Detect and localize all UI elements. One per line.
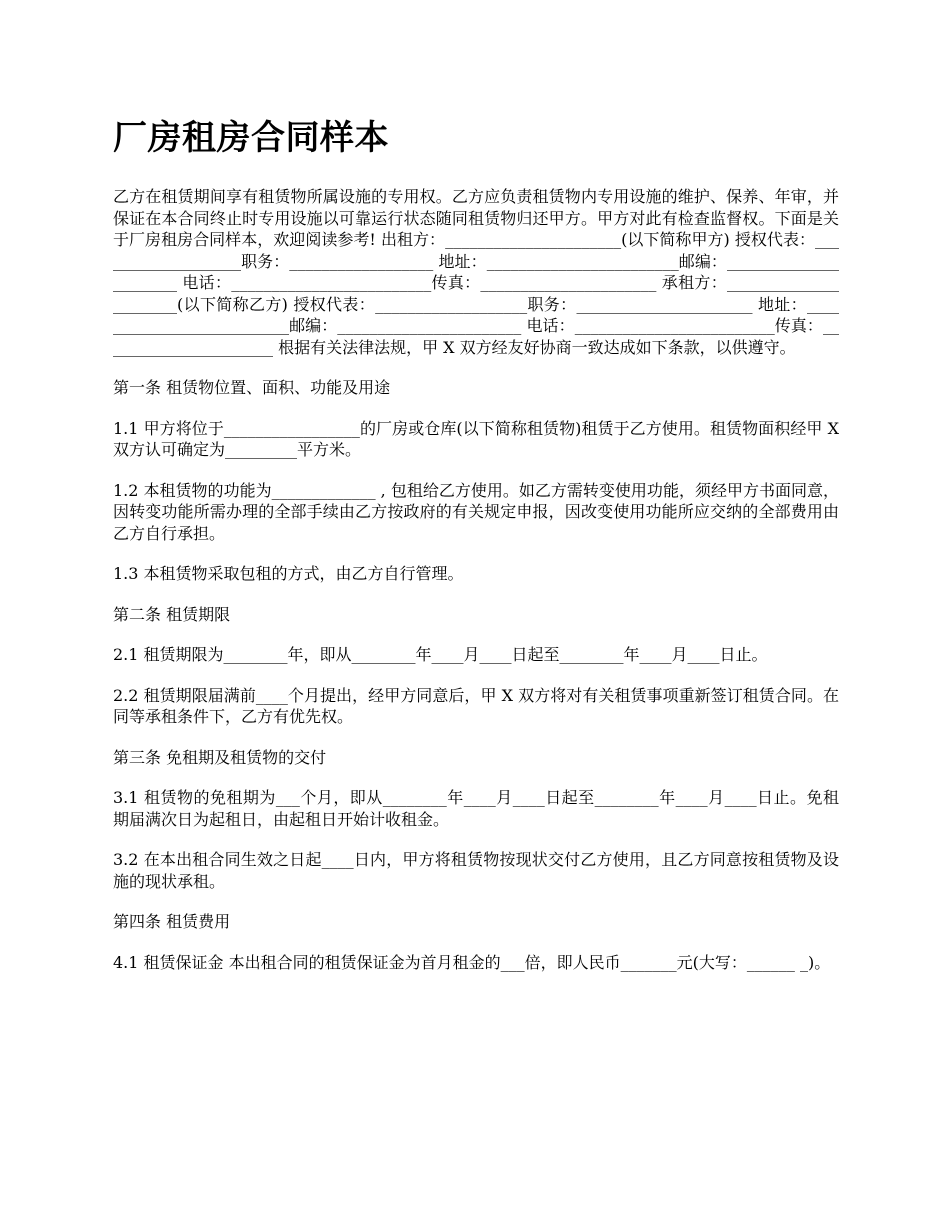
intro-paragraph: 乙方在租赁期间享有租赁物所属设施的专用权。乙方应负责租赁物内专用设施的维护、保养、年审，并保证在本合同终止时专用设施以可靠运行状态随同租赁物归还甲方。甲方对此有检查监督权。下面是关于厂房租房合同样本，欢迎阅读参考! 出租方：______________________(以下简称甲方) 授权代表：___________________职务：__________________ 地址：________________________邮编：______________________ 电话：_________________________传真：______________________ 承租方：______________________(以下简称乙方) 授权代表：___________________职务：______________________ 地址：__________________________邮编：_______________________ 电话：_________________________传真：______________________ 根据有关法律法规，甲 X 双方经友好协商一致达成如下条款，以供遵守。 <box>113 187 839 357</box>
clause-3-1: 3.1 租赁物的免租期为___个月，即从________年____月____日起至________年____月____日止。免租期届满次日为起租日，由起租日开始计收租金。 <box>113 788 839 829</box>
document-title: 厂房租房合同样本 <box>113 118 389 158</box>
article-1-heading: 第一条 租赁物位置、面积、功能及用途 <box>113 378 391 397</box>
article-2-heading: 第二条 租赁期限 <box>113 604 231 624</box>
clause-3-2: 3.2 在本出租合同生效之日起____日内，甲方将租赁物按现状交付乙方使用，且乙方同意按租赁物及设施的现状承租。 <box>113 850 839 891</box>
article-4-heading: 第四条 租赁费用 <box>113 912 231 931</box>
document-page <box>113 112 839 992</box>
clause-1-2: 1.2 本租赁物的功能为_____________ , 包租给乙方使用。如乙方需转变使用功能，须经甲方书面同意，因转变功能所需办理的全部手续由乙方按政府的有关规定申报，因改变使用功能所应交纳的全部费用由乙方自行承担。 <box>113 480 839 543</box>
clause-1-3: 1.3 本租赁物采取包租的方式，由乙方自行管理。 <box>113 564 464 583</box>
clause-1-1: 1.1 甲方将位于_________________的厂房或仓库(以下简称租赁物)租赁于乙方使用。租赁物面积经甲 X 双方认可确定为_________平方米。 <box>113 418 839 459</box>
clause-2-2: 2.2 租赁期限届满前____个月提出，经甲方同意后，甲 X 双方将对有关租赁事项重新签订租赁合同。在同等承租条件下，乙方有优先权。 <box>113 685 839 726</box>
clause-2-1: 2.1 租赁期限为________年，即从________年____月____日起至________年____月____日止。 <box>113 645 768 664</box>
clause-4-1: 4.1 租赁保证金 本出租合同的租赁保证金为首月租金的___倍，即人民币_______元(大写：______ _)。 <box>113 952 831 972</box>
article-3-heading: 第三条 免租期及租赁物的交付 <box>113 747 327 767</box>
